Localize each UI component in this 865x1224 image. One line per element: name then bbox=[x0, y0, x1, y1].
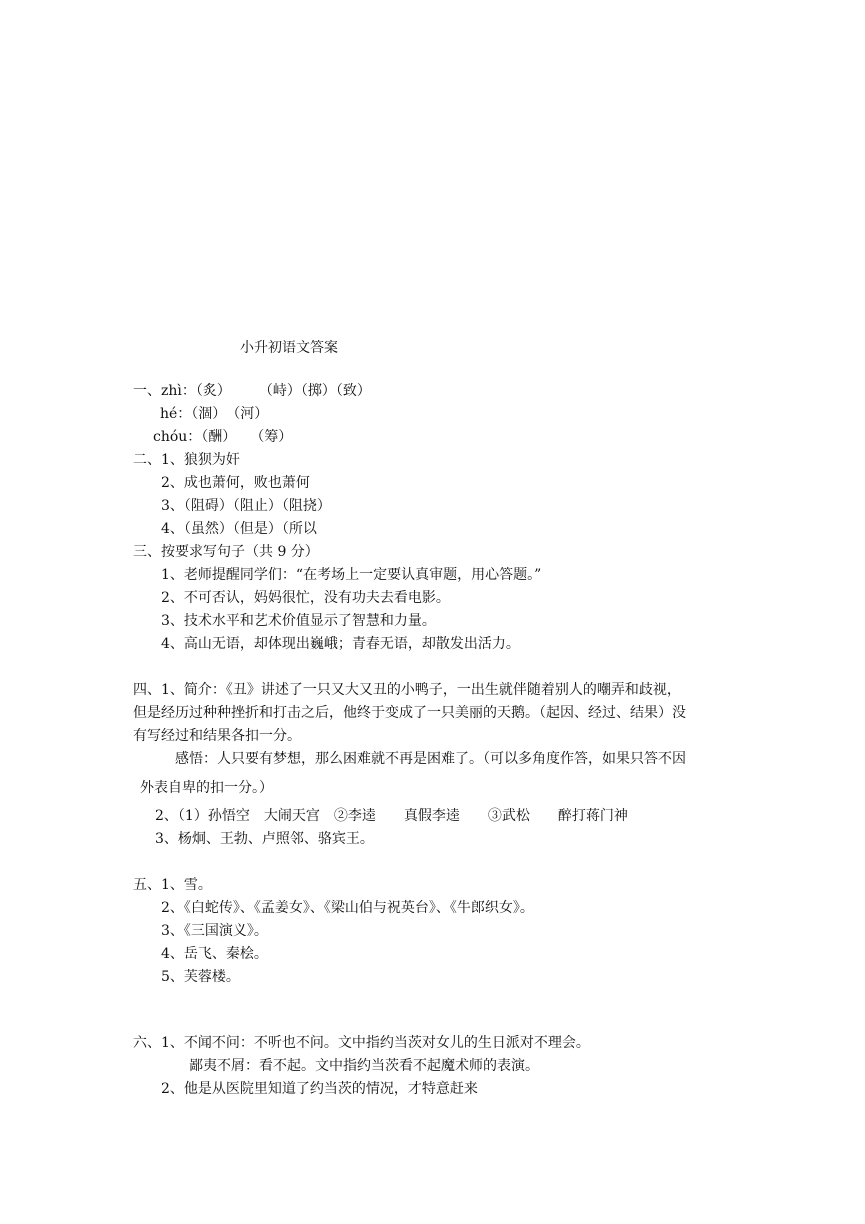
s3-q2: 2、不可否认，妈妈很忙，没有功夫去看电影。 bbox=[161, 590, 450, 606]
s2-q2: 2、成也萧何，败也萧何 bbox=[161, 475, 310, 491]
s4-q3: 3、杨炯、王勃、卢照邻、骆宾王。 bbox=[155, 831, 374, 847]
s2-q3: 3、（阻碍）（阻止）（阻挠） bbox=[161, 498, 331, 514]
s3-q1: 1、老师提醒同学们：“在考场上一定要认真审题，用心答题。” bbox=[161, 567, 542, 583]
s3-q3: 3、技术水平和艺术价值显示了智慧和力量。 bbox=[161, 613, 436, 629]
s3-q4: 4、高山无语，却体现出巍峨；青春无语，却散发出活力。 bbox=[161, 636, 520, 652]
s5-q3: 3、《三国演义》。 bbox=[161, 923, 268, 939]
s6-q2: 2、他是从医院里知道了约当茨的情况，才特意赶来 bbox=[161, 1081, 478, 1097]
s4-p1-line1: 四、1、简介：《丑》讲述了一只又大又丑的小鸭子，一出生就伴随着别人的嘲弄和歧视， bbox=[133, 682, 681, 698]
s4-p1-line3: 有写经过和结果各扣一分。 bbox=[133, 728, 301, 744]
s2-q1: 二、1、狼狈为奸 bbox=[133, 452, 240, 468]
s4-p2-line1: 感悟：人只要有梦想，那么困难就不再是困难了。（可以多角度作答，如果只答不因 bbox=[175, 751, 686, 767]
s4-q2: 2、（1）孙悟空 大闹天宫 ②李逵 真假李逵 ③武松 醉打蒋门神 bbox=[155, 808, 628, 824]
s1-line2: hé：（涸） （河） bbox=[160, 406, 269, 422]
s5-q2: 2、《白蛇传》、《孟姜女》、《梁山伯与祝英台》、《牛郎织女》。 bbox=[161, 900, 534, 916]
s3-heading: 三、按要求写句子（共 9 分） bbox=[133, 544, 319, 560]
page-title: 小升初语文答案 bbox=[240, 340, 338, 356]
s5-q4: 4、岳飞、秦桧。 bbox=[161, 946, 268, 962]
s2-q4: 4、（虽然）（但是）（所以 bbox=[161, 521, 317, 537]
s4-p1-line2: 但是经历过种种挫折和打击之后，他终于变成了一只美丽的天鹅。（起因、经过、结果）没 bbox=[133, 705, 686, 721]
s5-q5: 5、芙蓉楼。 bbox=[161, 969, 240, 985]
s1-line3: chóu：（酬） （筹） bbox=[153, 429, 293, 445]
s6-q1-line2: 鄙夷不屑：看不起。文中指约当茨看不起魔术师的表演。 bbox=[189, 1058, 539, 1074]
s4-p2-line2: 外表自卑的扣一分。） bbox=[140, 780, 273, 796]
s5-q1: 五、1、雪。 bbox=[133, 877, 212, 893]
s1-line1: 一、zhì：（炙） （峙）（掷）（致） bbox=[133, 383, 371, 399]
s6-q1-line1: 六、1、不闻不问：不听也不问。文中指约当茨对女儿的生日派对不理会。 bbox=[133, 1035, 590, 1051]
